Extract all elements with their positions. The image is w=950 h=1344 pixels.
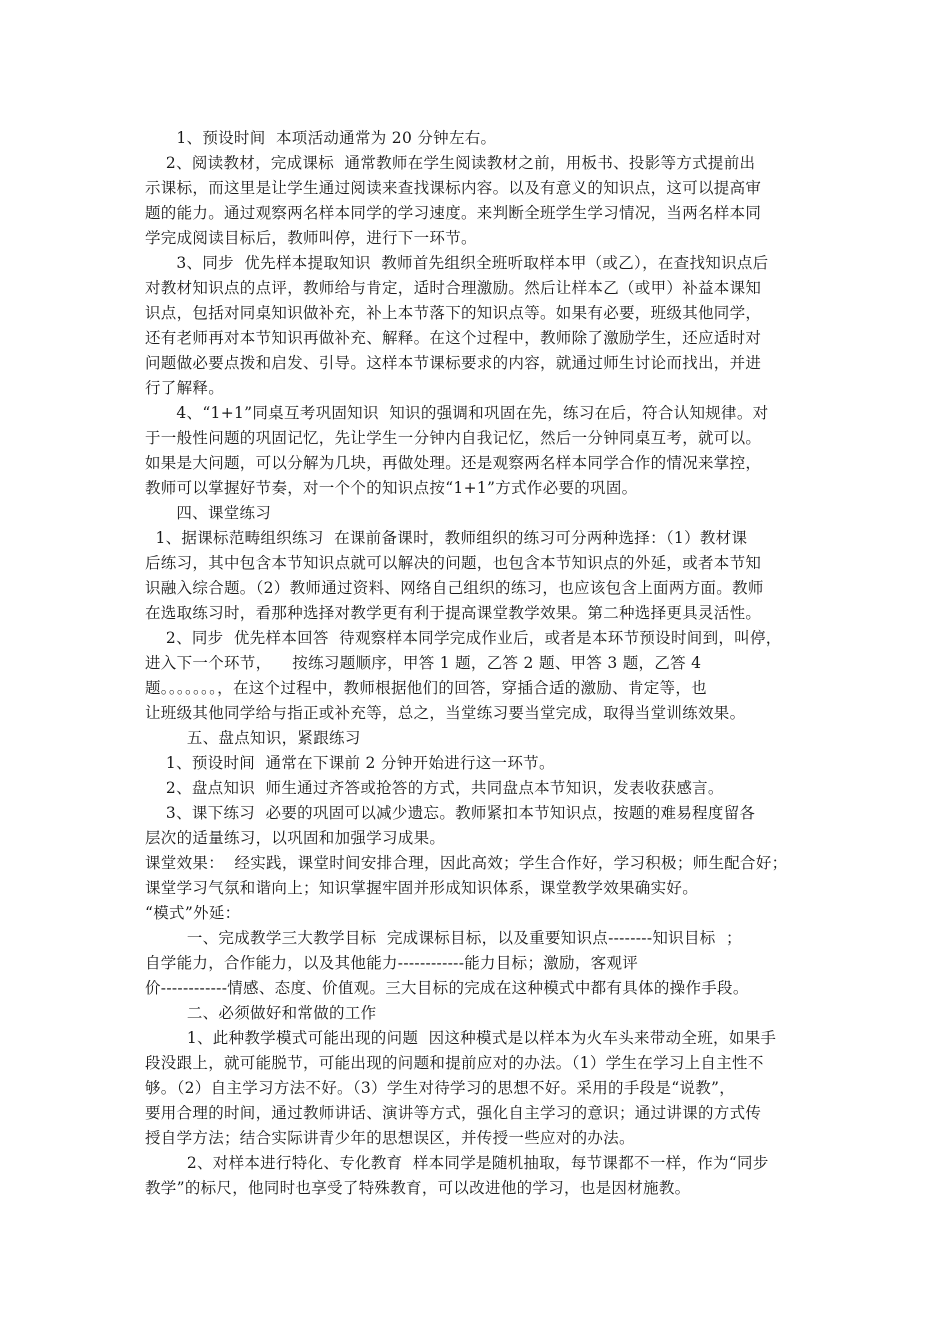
- section-heading: 四、课堂练习: [145, 504, 272, 522]
- text-line: 如果是大问题，可以分解为几块，再做处理。还是观察两名样本同学合作的情况来掌控，: [145, 454, 762, 472]
- section-heading: “模式”外延：: [145, 904, 241, 922]
- text-line: 识融入综合题。（2）教师通过资料、网络自己组织的练习，也应该包含上面两方面。教师: [145, 579, 764, 597]
- text-line: 1、此种教学模式可能出现的问题 因这种模式是以样本为火车头来带动全班，如果手: [145, 1029, 777, 1047]
- section-heading: 二、必须做好和常做的工作: [145, 1004, 377, 1022]
- text-line: 对教材知识点的点评，教师给与肯定，适时合理激励。然后让样本乙（或甲）补益本课知: [145, 279, 762, 297]
- text-line: 后练习，其中包含本节知识点就可以解决的问题，也包含本节知识点的外延，或者本节知: [145, 554, 762, 572]
- text-line: 2、同步 优先样本回答 待观察样本同学完成作业后，或者是本环节预设时间到，叫停，: [145, 629, 782, 647]
- text-line: 题的能力。通过观察两名样本同学的学习速度。来判断全班学生学习情况，当两名样本同: [145, 204, 762, 222]
- text-line: 教学”的标尺，他同时也享受了特殊教育，可以改进他的学习，也是因材施教。: [145, 1179, 691, 1197]
- text-line: 识点，包括对同桌知识做补充，补上本节落下的知识点等。如果有必要，班级其他同学，: [145, 304, 762, 322]
- text-line: 一、完成教学三大教学目标 完成课标目标，以及重要知识点--------知识目标 ；: [145, 929, 742, 947]
- text-line: 3、课下练习 必要的巩固可以减少遗忘。教师紧扣本节知识点，按题的难易程度留各: [145, 804, 756, 822]
- text-line: 让班级其他同学给与指正或补充等，总之，当堂练习要当堂完成，取得当堂训练效果。: [145, 704, 746, 722]
- text-line: 在选取练习时，看那种选择对教学更有利于提高课堂教学效果。第二种选择更具灵活性。: [145, 604, 762, 622]
- text-line: 课堂效果： 经实践，课堂时间安排合理，因此高效；学生合作好，学习积极；师生配合好；: [145, 854, 788, 872]
- text-line: 2、盘点知识 师生通过齐答或抢答的方式，共同盘点本节知识，发表收获感言。: [145, 779, 724, 797]
- text-line: 3、同步 优先样本提取知识 教师首先组织全班听取样本甲（或乙），在查找知识点后: [145, 254, 769, 272]
- text-line: 价------------情感、态度、价值观。三大目标的完成在这种模式中都有具体的操作手段。: [145, 979, 749, 997]
- text-line: 教师可以掌握好节奏，对一个个的知识点按“1+1”方式作必要的巩固。: [145, 479, 638, 497]
- text-line: 4、“1+1”同桌互考巩固知识 知识的强调和巩固在先，练习在后，符合认知规律。对: [145, 404, 769, 422]
- text-line: 进入下一个环节， 按练习题顺序，甲答 1 题，乙答 2 题、甲答 3 题，乙答 4: [145, 654, 702, 672]
- text-line: 2、阅读教材，完成课标 通常教师在学生阅读教材之前，用板书、投影等方式提前出: [145, 154, 756, 172]
- text-line: 行了解释。: [145, 379, 225, 397]
- text-line: 授自学方法；结合实际讲青少年的思想误区，并传授一些应对的办法。: [145, 1129, 635, 1147]
- text-line: 题。。。。。。。，在这个过程中，教师根据他们的回答，穿插合适的激励、肯定等，也: [145, 679, 707, 697]
- text-line: 还有老师再对本节知识再做补充、解释。在这个过程中，教师除了激励学生，还应适时对: [145, 329, 762, 347]
- text-line: 段没跟上，就可能脱节，可能出现的问题和提前应对的办法。（1）学生在学习上自主性不: [145, 1054, 764, 1072]
- text-line: 层次的适量练习，以巩固和加强学习成果。: [145, 829, 446, 847]
- text-line: 于一般性问题的巩固记忆，先让学生一分钟内自我记忆，然后一分钟同桌互考，就可以。: [145, 429, 762, 447]
- text-line: 1、据课标范畴组织练习 在课前备课时，教师组织的练习可分两种选择：（1）教材课: [145, 529, 748, 547]
- text-line: 2、对样本进行特化、专化教育 样本同学是随机抽取，每节课都不一样，作为“同步: [145, 1154, 769, 1172]
- text-line: 够。（2）自主学习方法不好。（3）学生对待学习的思想不好。采用的手段是“说教”，: [145, 1079, 736, 1097]
- text-line: 示课标，而这里是让学生通过阅读来查找课标内容。以及有意义的知识点，这可以提高审: [145, 179, 762, 197]
- text-line: 学完成阅读目标后，教师叫停，进行下一环节。: [145, 229, 477, 247]
- text-line: 问题做必要点拨和启发、引导。这样本节课标要求的内容，就通过师生讨论而找出，并进: [145, 354, 762, 372]
- text-line: 1、预设时间 本项活动通常为 20 分钟左右。: [145, 129, 497, 147]
- section-heading: 五、盘点知识，紧跟练习: [145, 729, 361, 747]
- text-line: 要用合理的时间，通过教师讲话、演讲等方式，强化自主学习的意识；通过讲课的方式传: [145, 1104, 762, 1122]
- text-line: 1、预设时间 通常在下课前 2 分钟开始进行这一环节。: [145, 754, 555, 772]
- text-line: 自学能力，合作能力，以及其他能力------------能力目标；激励，客观评: [145, 954, 639, 972]
- text-line: 课堂学习气氛和谐向上；知识掌握牢固并形成知识体系，课堂教学效果确实好。: [145, 879, 699, 897]
